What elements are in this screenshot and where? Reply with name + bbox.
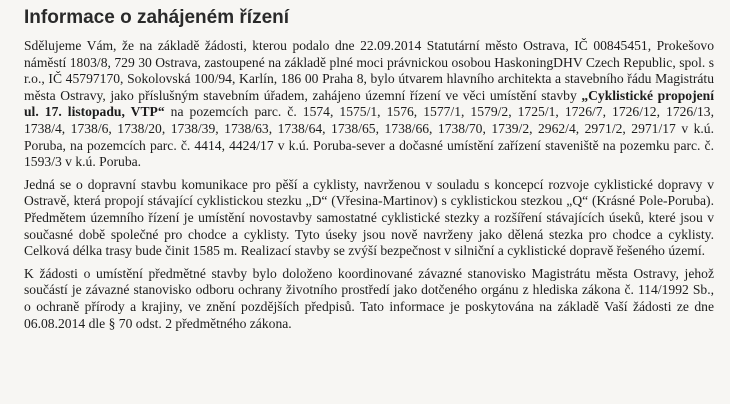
- paragraph-notice-text-end: na pozemcích parc. č. 1574, 1575/1, 1576, 1577/1, 1579/2, 1725/1, 1726/7, 1726/12, 1726/13, 1738/4, 1738/6, 1738/20, 1738/39, 1738/63, 1738/64, 1738/65, 1738/66, 1738/70, 1739/2, 2962/4, 2971/2, 2971/17 v k.ú. Poruba, na pozemcích parc. č. 4414, 4424/17 v k.ú. Poruba-sever a dočasné umístění zařízení staveniště na pozemku parc. č. 1593/3 v k.ú. Poruba.: [24, 104, 714, 170]
- paragraph-documentation: K žádosti o umístění předmětné stavby bylo doloženo koordinované závazné stanovisko Magistrátu města Ostravy, jehož součástí je závazné stanovisko odboru ochrany životního prostředí jako dotčeného orgánu z hlediska zákona č. 114/1992 Sb., o ochraně přírody a krajiny, ve znění pozdějších předpisů. Tato informace je poskytována na základě Vaší žádosti ze dne 06.08.2014 dle § 70 odst. 2 předmětného zákona.: [24, 265, 714, 331]
- paragraph-description: Jedná se o dopravní stavbu komunikace pro pěší a cyklisty, navrženou v souladu s koncepcí rozvoje cyklistické dopravy v Ostravě, která propojí stávající cyklistickou stezku „D“ (Vřesina-Martinov) s cyklistickou stezkou „Q“ (Krásné Pole-Poruba). Předmětem územního řízení je umístění novostavby samostatné cyklistické stezky a rozšíření stávajících úseků, které jsou v současné době společné pro chodce a cyklisty. Tyto úseky jsou nově navrženy jako dělená stezka pro chodce a cyklisty. Celková délka trasy bude činit 1585 m. Realizací stavby se zvýší bezpečnost v silniční a cyklistické dopravě řešeného území.: [24, 176, 714, 259]
- project-name: „Cyklistické propojení ul. 17. listopadu, VTP“: [24, 87, 715, 120]
- paragraph-notice-text-start: Sdělujeme Vám, že na základě žádosti, kterou podalo dne 22.09.2014 Statutární město Ostrava, IČ 00845451, Prokešovo náměstí 1803/8, 729 30 Ostrava, zastoupené na základě plné moci právnickou osobou HaskoningDHV Czech Republic, spol. s r.o., IČ 45797170, Sokolovská 100/94, Karlín, 186 00 Praha 8, bylo útvarem hlavního architekta a stavebního řádu Magistrátu města Ostravy, jako příslušným stavebním úřadem, zahájeno územní řízení ve věci umístění stavby: [24, 38, 714, 103]
- paragraph-notice: [24, 38, 714, 171]
- page-title: Informace o zahájeném řízení: [24, 7, 290, 28]
